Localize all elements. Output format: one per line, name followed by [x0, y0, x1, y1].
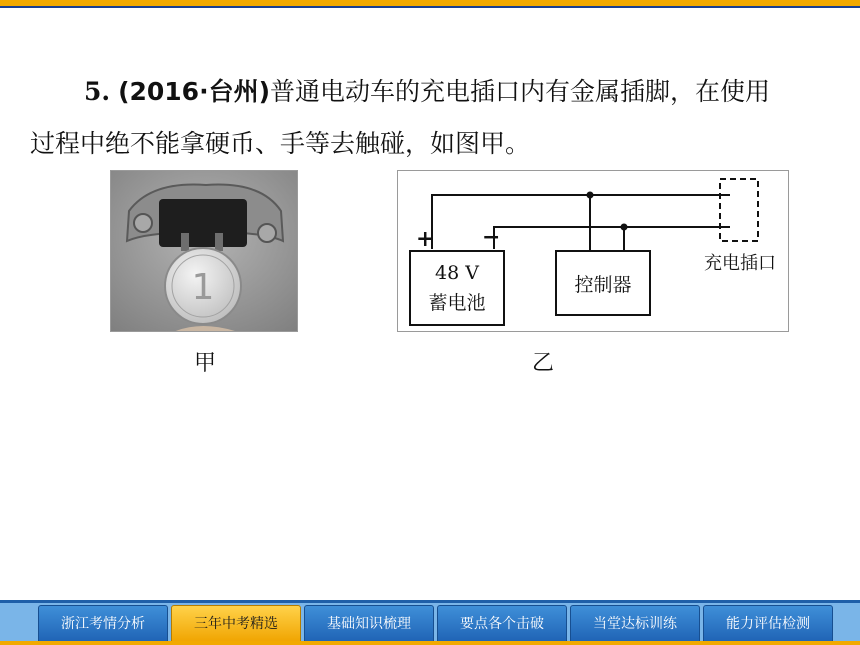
battery-name: 蓄电池 [428, 292, 486, 314]
tab-zhejiang-analysis[interactable]: 浙江考情分析 [38, 605, 168, 643]
socket-name: 充电插口 [704, 253, 776, 274]
top-rule [0, 0, 860, 8]
tab-class-training[interactable]: 当堂达标训练 [570, 605, 700, 643]
plus-sign: + [416, 226, 435, 252]
circuit-diagram [398, 171, 790, 333]
bottom-nav-bar [0, 600, 860, 645]
figure-photo [110, 170, 298, 332]
charging-socket-outline [720, 179, 758, 241]
minus-sign: − [482, 224, 501, 250]
junction-a [587, 192, 594, 199]
figure-circuit [397, 170, 789, 332]
wire-positive [432, 195, 730, 249]
socket-photo-drawing [111, 171, 298, 332]
battery-voltage: 48 V [435, 262, 479, 284]
tab-ability-assessment[interactable]: 能力评估检测 [703, 605, 833, 643]
junction-b [621, 224, 628, 231]
question-number: 5. [84, 77, 111, 106]
controller-name: 控制器 [574, 274, 632, 296]
question-text [30, 66, 830, 170]
question-line-1 [30, 66, 830, 118]
question-source: (2016·台州) [118, 77, 270, 106]
tab-key-points[interactable]: 要点各个击破 [437, 605, 567, 643]
tab-basic-knowledge[interactable]: 基础知识梳理 [304, 605, 434, 643]
question-line-1-text: 普通电动车的充电插口内有金属插脚，在使用 [270, 77, 771, 106]
figure-circuit-label: 乙 [532, 351, 555, 376]
coin-digit: 1 [191, 267, 215, 308]
bottom-rule [0, 641, 860, 645]
tab-three-year-selection[interactable]: 三年中考精选 [171, 605, 301, 643]
wire-negative [494, 227, 730, 249]
question-line-2: 过程中绝不能拿硬币、手等去触碰，如图甲。 [30, 129, 531, 158]
figure-photo-label: 甲 [194, 351, 217, 376]
